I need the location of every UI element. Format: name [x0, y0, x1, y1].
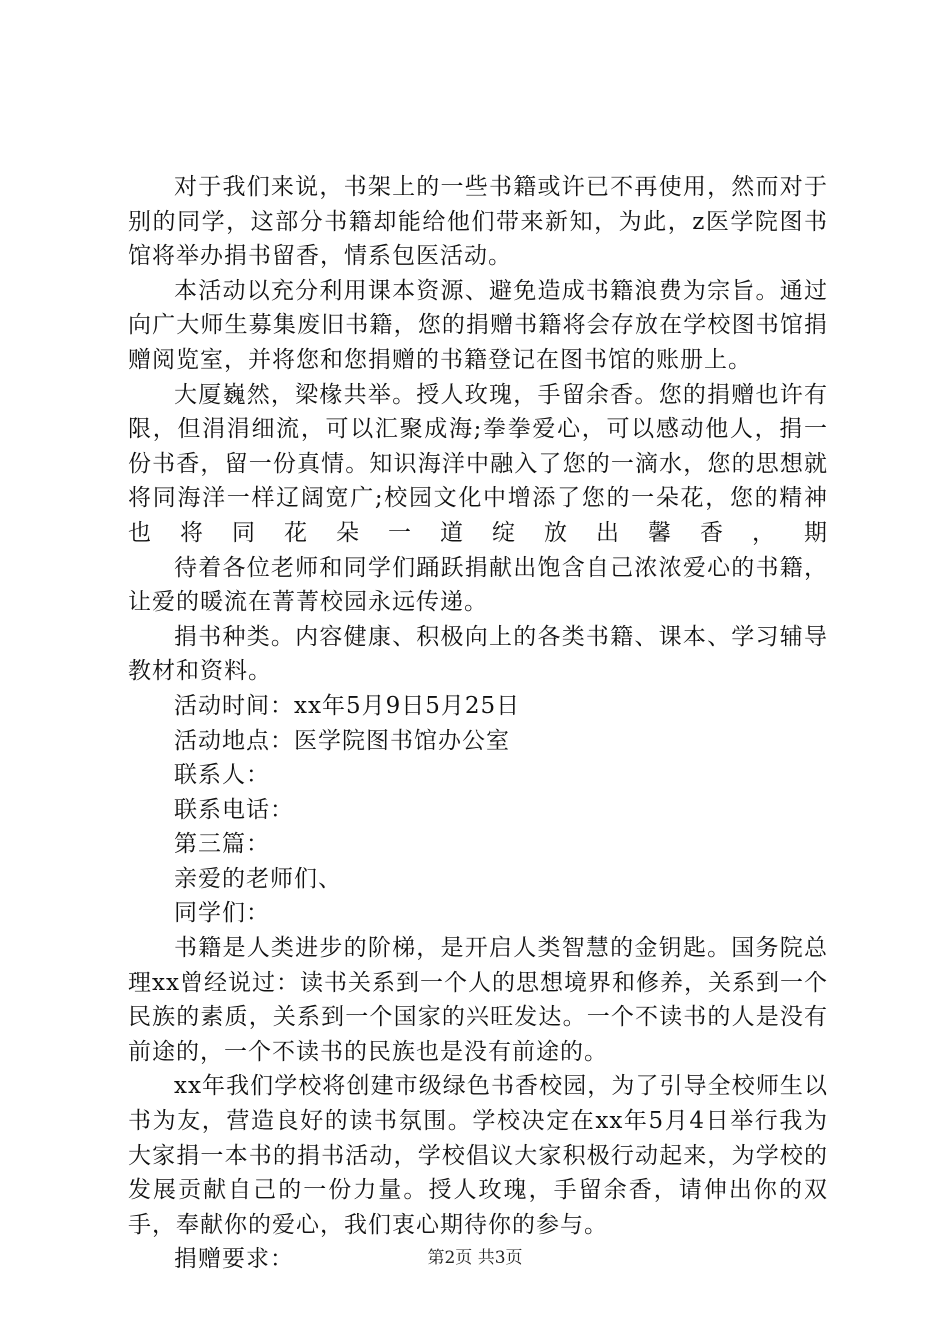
- contact-phone: 联系电话：: [174, 796, 294, 823]
- contact-person: 联系人：: [174, 762, 270, 789]
- activity-time: 活动时间：xx年5月9日5月25日: [174, 692, 521, 719]
- activity-location: 活动地点：医学院图书馆办公室: [174, 727, 510, 754]
- paragraph-books-ladder: 书籍是人类进步的阶梯，是开启人类智慧的金钥匙。国务院总理xx曾经说过：读书关系到一个人的思想境界和修养，关系到一个民族的素质，关系到一个国家的兴旺发达。一个不读书的人是没有前途的，一个不读书的民族也是没有前途的。: [128, 935, 828, 1065]
- document-body: [128, 170, 828, 1277]
- paragraph-4: 待着各位老师和同学们踊跃捐献出饱含自己浓浓爱心的书籍，让爱的暖流在菁菁校园永远传递。: [128, 554, 828, 616]
- section-heading: 第三篇：: [174, 831, 270, 858]
- paragraph-school-initiative: xx年我们学校将创建市级绿色书香校园，为了引导全校师生以书为友，营造良好的读书氛围。学校决定在xx年5月4日举行我为大家捐一本书的捐书活动，学校倡议大家积极行动起来，为学校的发展贡献自己的一份力量。授人玫瑰，手留余香，请伸出你的双手，奉献你的爱心，我们衷心期待你的参与。: [128, 1073, 828, 1238]
- paragraph-1: 对于我们来说，书架上的一些书籍或许已不再使用，然而对于别的同学，这部分书籍却能给他们带来新知，为此，z医学院图书馆将举办捐书留香，情系包医活动。: [128, 174, 828, 270]
- donation-requirements: 捐赠要求：: [174, 1246, 294, 1273]
- paragraph-3: 大厦巍然，梁椽共举。授人玫瑰，手留余香。您的捐赠也许有限，但涓涓细流，可以汇聚成海;拳拳爱心，可以感动他人，捐一份书香，留一份真情。知识海洋中融入了您的一滴水，您的思想就将同海洋一样辽阔宽广;校园文化中增添了您的一朵花，您的精神也将同花朵一道绽放出馨香，期: [128, 381, 828, 546]
- salutation-teachers: 亲爱的老师们、: [174, 865, 342, 892]
- paragraph-2: 本活动以充分利用课本资源、避免造成书籍浪费为宗旨。通过向广大师生募集废旧书籍，您的捐赠书籍将会存放在学校图书馆捐赠阅览室，并将您和您捐赠的书籍登记在图书馆的账册上。: [128, 277, 828, 373]
- page-footer: 第2页 共3页: [427, 1248, 523, 1268]
- salutation-students: 同学们：: [174, 900, 270, 927]
- paragraph-5: 捐书种类。内容健康、积极向上的各类书籍、课本、学习辅导教材和资料。: [128, 623, 828, 685]
